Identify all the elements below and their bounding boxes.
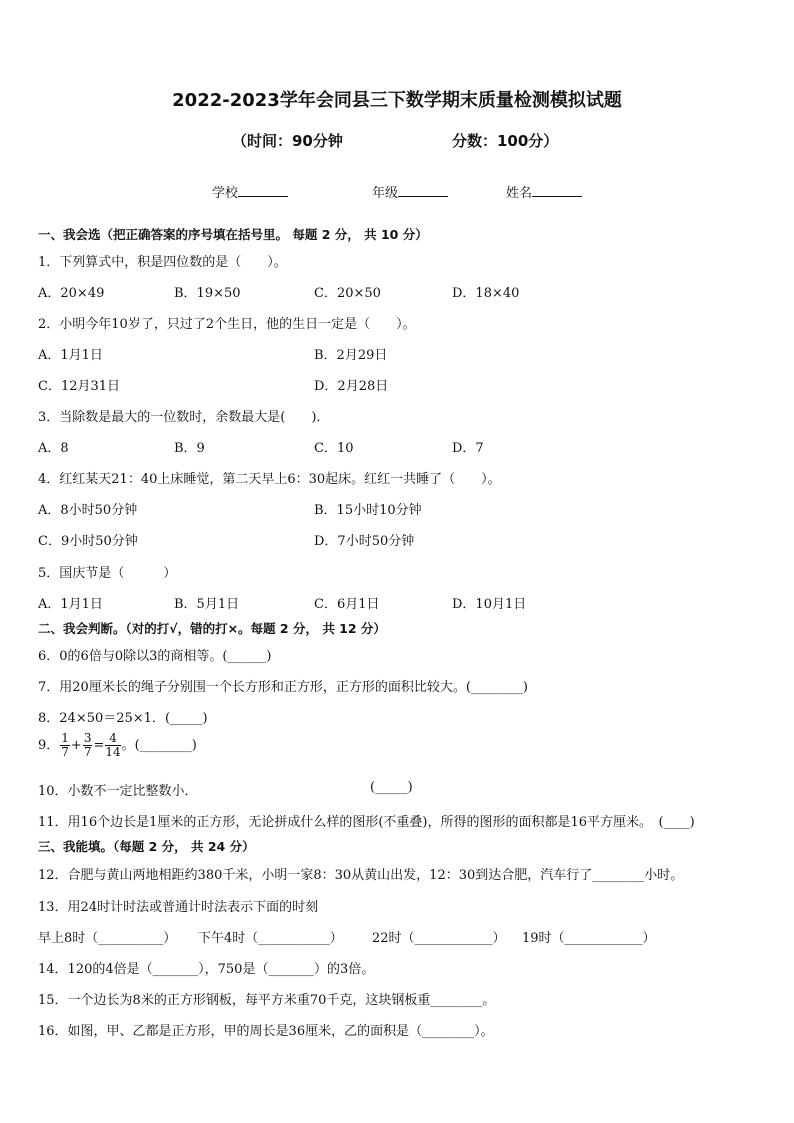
q5-option-c[interactable]: C．6月1日 <box>314 597 380 612</box>
section-heading-3: 三、我能填。（每题 2 分， 共 24 分） <box>38 839 255 854</box>
question-6[interactable]: 6．0的6倍与0除以3的商相等。(______) <box>38 649 272 664</box>
question-13: 13．用24时计时法或普通计时法表示下面的时刻 <box>38 900 319 915</box>
q4-option-a[interactable]: A．8小时50分钟 <box>38 503 138 518</box>
exam-time: （时间：90分钟 <box>232 132 343 150</box>
question-11[interactable]: 11．用16个边长是1厘米的正方形，无论拼成什么样的图形(不重叠)，所得的图形的面积都是16平方厘米。 (____) <box>38 815 695 830</box>
q9-f2-denominator: 7 <box>83 745 92 759</box>
school-label: 学校 <box>212 186 239 201</box>
exam-score: 分数：100分） <box>452 132 559 150</box>
q5-option-d[interactable]: D．10月1日 <box>452 597 527 612</box>
school-field[interactable] <box>212 182 288 201</box>
question-8[interactable]: 8．24×50＝25×1．(_____) <box>38 711 208 726</box>
question-3: 3．当除数是最大的一位数时，余数最大是( )． <box>38 410 330 425</box>
q4-option-d[interactable]: D．7小时50分钟 <box>314 534 415 549</box>
q5-option-b[interactable]: B．5月1日 <box>174 597 240 612</box>
q3-option-d[interactable]: D．7 <box>452 441 484 456</box>
q1-option-b[interactable]: B．19×50 <box>174 286 241 301</box>
question-2: 2．小明今年10岁了，只过了2个生日，他的生日一定是（ ）。 <box>38 317 416 332</box>
q4-option-b[interactable]: B．15小时10分钟 <box>314 503 422 518</box>
q13-item-1[interactable]: 早上8时（__________） <box>38 931 177 946</box>
question-10: 10．小数不一定比整数小． <box>38 784 198 799</box>
q9-f3-denominator: 14 <box>105 745 121 759</box>
q9-f3-numerator: 4 <box>105 732 120 746</box>
q10-answer-paren[interactable]: (_____) <box>370 780 413 795</box>
q4-option-c[interactable]: C．9小时50分钟 <box>38 534 138 549</box>
q1-option-a[interactable]: A．20×49 <box>38 286 105 301</box>
name-label: 姓名 <box>506 186 533 201</box>
q9-prefix: 9． <box>38 738 60 753</box>
q2-option-c[interactable]: C．12月31日 <box>38 379 121 394</box>
q9-fraction-2 <box>83 732 93 759</box>
question-9[interactable] <box>38 732 197 759</box>
question-4: 4．红红某天21：40上床睡觉，第二天早上6：30起床。红红一共睡了（ ）。 <box>38 472 501 487</box>
q9-f2-numerator: 3 <box>83 731 92 745</box>
grade-field[interactable] <box>372 182 448 201</box>
q9-suffix[interactable]: 。(________) <box>121 738 197 753</box>
question-5: 5．国庆节是（ ） <box>38 566 177 581</box>
question-14[interactable]: 14．120的4倍是（_______），750是（_______）的3倍。 <box>38 962 375 977</box>
q9-f1-denominator: 7 <box>61 745 69 759</box>
question-7[interactable]: 7．用20厘米长的绳子分别围一个长方形和正方形，正方形的面积比较大。(________) <box>38 680 528 695</box>
q9-fraction-1 <box>60 732 70 759</box>
question-1: 1．下列算式中，积是四位数的是（ ）。 <box>38 255 287 270</box>
exam-title: 2022-2023学年会同县三下数学期末质量检测模拟试题 <box>172 90 622 111</box>
question-16[interactable]: 16．如图，甲、乙都是正方形，甲的周长是36厘米，乙的面积是（________）。 <box>38 1024 494 1039</box>
q13-item-4[interactable]: 19时（____________） <box>522 931 656 946</box>
q9-f1-numerator: 1 <box>61 731 69 745</box>
q1-option-d[interactable]: D．18×40 <box>452 286 520 301</box>
school-blank[interactable] <box>238 184 288 197</box>
grade-blank[interactable] <box>398 184 448 197</box>
q2-option-b[interactable]: B．2月29日 <box>314 348 388 363</box>
grade-label: 年级 <box>372 186 399 201</box>
q13-item-2[interactable]: 下午4时（___________） <box>198 931 343 946</box>
name-blank[interactable] <box>532 184 582 197</box>
q13-item-3[interactable]: 22时（____________） <box>372 931 506 946</box>
section-heading-1: 一、我会选（把正确答案的序号填在括号里。 每题 2 分， 共 10 分） <box>38 227 428 242</box>
q9-fraction-3 <box>105 732 120 759</box>
q9-equals: = <box>93 738 105 753</box>
q3-option-b[interactable]: B．9 <box>174 441 205 456</box>
q9-plus: + <box>70 738 82 753</box>
q1-option-c[interactable]: C．20×50 <box>314 286 381 301</box>
section-heading-2: 二、我会判断。（对的打√，错的打×。每题 2 分， 共 12 分） <box>38 621 386 636</box>
q2-option-d[interactable]: D．2月28日 <box>314 379 389 394</box>
name-field[interactable] <box>506 182 582 201</box>
q3-option-a[interactable]: A．8 <box>38 441 69 456</box>
q5-option-a[interactable]: A．1月1日 <box>38 597 103 612</box>
question-12[interactable]: 12．合肥与黄山两地相距约380千米，小明一家8：30从黄山出发，12：30到达合肥，汽车行了________小时。 <box>38 868 684 883</box>
question-15[interactable]: 15．一个边长为8米的正方形钢板，每平方米重70千克，这块钢板重________。 <box>38 993 496 1008</box>
q3-option-c[interactable]: C．10 <box>314 441 354 456</box>
q2-option-a[interactable]: A．1月1日 <box>38 348 103 363</box>
